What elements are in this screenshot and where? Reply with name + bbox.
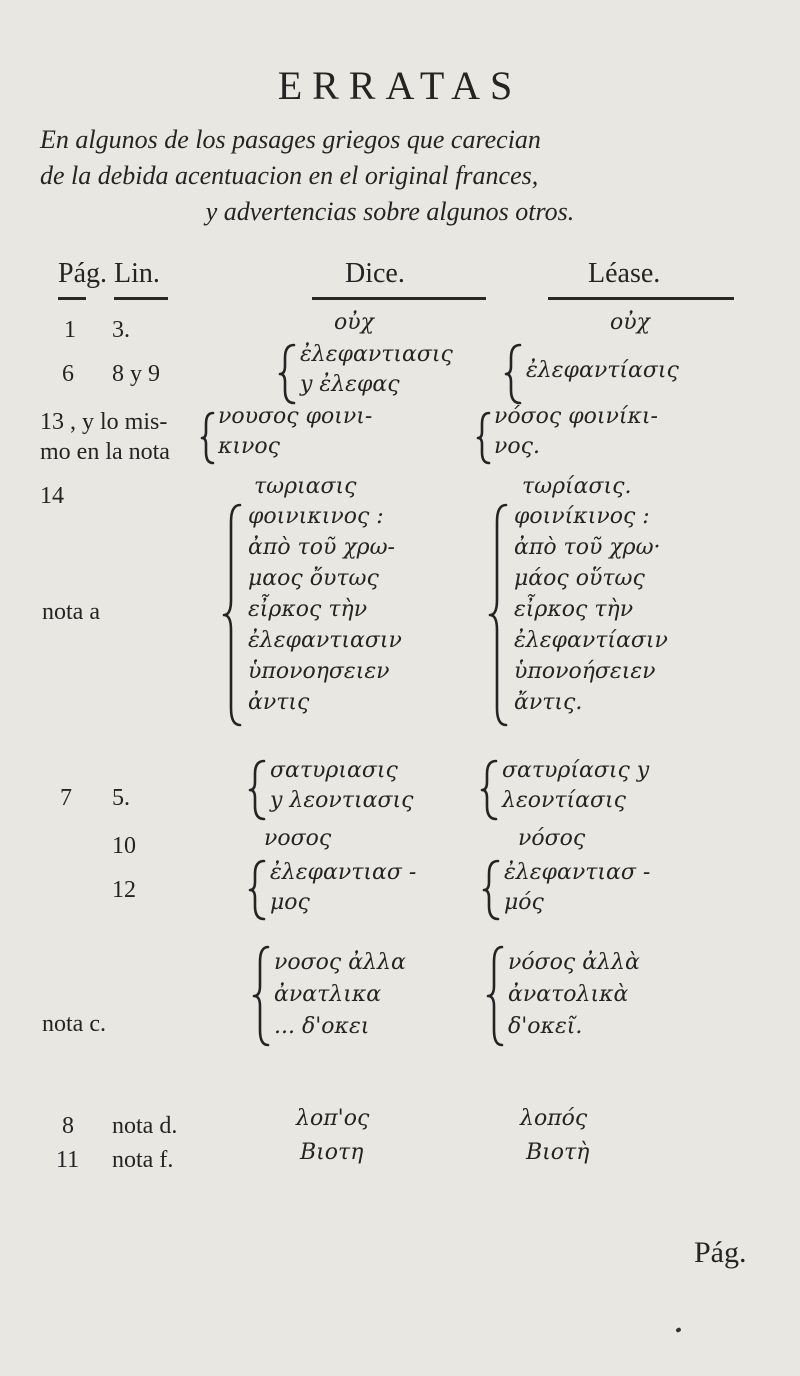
row-6-dice-line-1: σατυριασις xyxy=(270,758,398,783)
header-rule-dice xyxy=(312,297,486,300)
row-7-lin: 10 xyxy=(112,833,136,859)
intro-line-3: y advertencias sobre algunos otros. xyxy=(205,197,575,226)
row-6-lease-brace xyxy=(480,758,500,822)
row-8-lease-line-1: ἐλεφαντιασ - xyxy=(504,860,651,885)
row-2-lin: 8 y 9 xyxy=(112,361,160,387)
row-11-lin: nota f. xyxy=(112,1147,174,1173)
row-5-lin: nota a xyxy=(42,599,100,625)
row-9-dice-brace xyxy=(252,944,272,1048)
row-5-lease-line-2: ἀπὸ τοῦ χρω· xyxy=(514,535,661,560)
row-8-lease-brace xyxy=(482,858,502,922)
intro-line-1: En algunos de los pasages griegos que carecian xyxy=(40,125,541,154)
catchword: Pág. xyxy=(694,1236,747,1269)
row-2-pag: 6 xyxy=(62,361,74,387)
row-7-dice: νοσος xyxy=(264,826,332,851)
row-6-lin: 5. xyxy=(112,785,130,811)
row-3-dice-line-1: νουσος φοινι- xyxy=(218,404,373,429)
row-6-pag: 7 xyxy=(60,785,72,811)
row-11-lease: Βιοτὴ xyxy=(526,1140,590,1165)
row-10-dice: λοπ'ος xyxy=(296,1106,370,1131)
row-5-dice-line-2: ἀπὸ τοῦ χρω- xyxy=(248,535,395,560)
row-10-pag: 8 xyxy=(62,1113,74,1139)
row-5-lease-brace xyxy=(488,502,510,728)
row-1-lin: 3. xyxy=(112,317,130,343)
row-9-lease-line-1: νόσος ἀλλὰ xyxy=(508,950,640,975)
row-5-dice-line-6: ὑπονοησειεν xyxy=(248,659,390,684)
row-9-dice-line-3: ... δ'οκει xyxy=(274,1014,370,1039)
row-9-lease-line-3: δ'οκεῖ. xyxy=(508,1014,583,1039)
row-3-lin-line-2: mo en la nota xyxy=(40,439,170,465)
row-5-lease-line-7: ἄντις. xyxy=(514,690,583,715)
row-5-lease-line-6: ὑπονοήσειεν xyxy=(514,659,656,684)
row-8-dice-line-2: μος xyxy=(270,890,310,915)
intro-line-2: de la debida acentuacion en el original frances, xyxy=(40,161,539,190)
row-10-lease: λοπός xyxy=(520,1106,588,1131)
row-4-lease: τωρίασις. xyxy=(522,474,632,499)
row-6-dice-brace xyxy=(248,758,268,822)
row-5-lease-line-4: εἶρκος τὴν xyxy=(514,597,634,622)
row-9-dice-line-1: νοσος ἀλλα xyxy=(274,950,406,975)
ink-speck xyxy=(675,1327,681,1333)
row-11-dice: Βιοτη xyxy=(300,1140,364,1165)
row-11-pag: 11 xyxy=(56,1147,80,1173)
row-5-dice-line-5: ἐλεφαντιασιν xyxy=(248,628,402,653)
row-1-dice: οὐχ xyxy=(334,310,374,335)
row-9-lin: nota c. xyxy=(42,1011,106,1037)
row-6-lease-line-2: λεοντίασις xyxy=(502,788,626,813)
row-2-dice-brace xyxy=(278,342,298,406)
row-5-dice-line-3: μαος ὄυτως xyxy=(248,566,379,591)
row-6-lease-line-1: σατυρίασις y xyxy=(502,758,650,783)
header-lease: Léase. xyxy=(588,258,661,289)
intro-paragraph xyxy=(40,122,740,230)
row-9-dice-line-2: ἀνατλικα xyxy=(274,982,382,1007)
header-rule-pag xyxy=(58,297,86,300)
row-2-lease-brace xyxy=(504,342,524,406)
row-5-dice-line-4: εἶρκος τὴν xyxy=(248,597,368,622)
row-9-lease-brace xyxy=(486,944,506,1048)
header-dice: Dice. xyxy=(345,258,405,289)
row-2-lease: ἐλεφαντίασις xyxy=(526,358,679,383)
header-lin: Lin. xyxy=(114,258,160,289)
row-4-lin: 14 xyxy=(40,483,64,509)
row-5-dice-line-1: φοινικινος : xyxy=(248,504,384,529)
row-6-dice-line-2: y λεοντιασις xyxy=(270,788,414,813)
row-3-dice-brace xyxy=(200,410,216,466)
row-5-lease-line-5: ἐλεφαντίασιν xyxy=(514,628,668,653)
row-1-lease: οὐχ xyxy=(610,310,650,335)
row-8-lease-line-2: μός xyxy=(504,890,544,915)
row-3-dice-line-2: κινος xyxy=(218,434,280,459)
row-5-lease-line-3: μάος οὕτως xyxy=(514,566,645,591)
header-pag: Pág. xyxy=(58,258,107,289)
row-10-lin: nota d. xyxy=(112,1113,178,1139)
row-1-pag: 1 xyxy=(64,317,76,343)
row-3-lease-line-2: νος. xyxy=(494,434,540,459)
row-4-dice: τωριασις xyxy=(254,474,357,499)
row-3-lease-line-1: νόσος φοινίκι- xyxy=(494,404,658,429)
row-8-lin: 12 xyxy=(112,877,136,903)
row-2-dice-line-1: ἐλεφαντιασις xyxy=(300,342,453,367)
row-3-lease-brace xyxy=(476,410,492,466)
row-9-lease-line-2: ἀνατολικὰ xyxy=(508,982,629,1007)
header-rule-lease xyxy=(548,297,734,300)
row-8-dice-brace xyxy=(248,858,268,922)
row-8-dice-line-1: ἐλεφαντιασ - xyxy=(270,860,417,885)
row-3-lin-line-1: 13 , y lo mis- xyxy=(40,409,168,435)
row-5-dice-line-7: ἀντις xyxy=(248,690,310,715)
header-rule-lin xyxy=(114,297,168,300)
row-2-dice-line-2: y ἐλεφας xyxy=(300,372,400,397)
page-title: ERRATAS xyxy=(277,63,523,108)
row-5-lease-line-1: φοινίκινος : xyxy=(514,504,650,529)
row-7-lease: νόσος xyxy=(518,826,586,851)
row-5-dice-brace xyxy=(222,502,244,728)
